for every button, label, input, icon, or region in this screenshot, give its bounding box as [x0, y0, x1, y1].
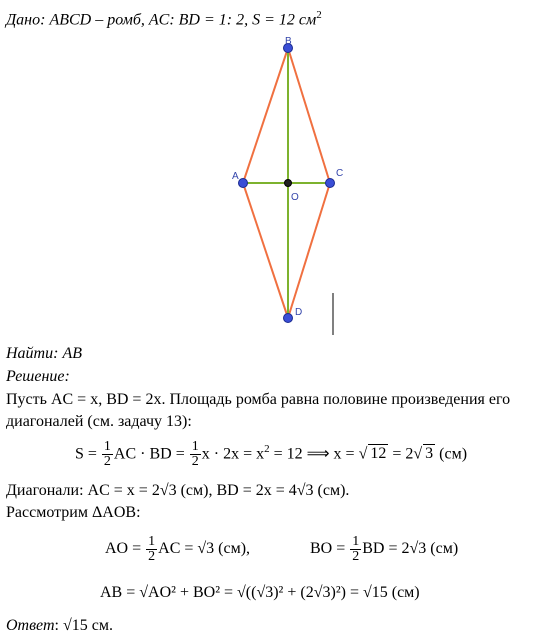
find-line — [6, 345, 82, 363]
equation-2 — [105, 535, 250, 564]
label-d: D — [295, 307, 303, 318]
rhombus-figure — [210, 35, 350, 335]
eq2-frac-2-den: 2 — [352, 549, 360, 564]
point-a — [239, 179, 248, 188]
eq1-frac-2-den: 2 — [191, 454, 199, 470]
eq1-sup: 2 — [264, 443, 270, 455]
eq1-frac-1 — [102, 440, 113, 469]
eq1-frac-1-den: 2 — [103, 454, 111, 470]
eq1-rad2: 3 — [425, 445, 434, 463]
point-c — [326, 179, 335, 188]
eq2-bo-tail: BD = 2√3 (см) — [362, 540, 459, 558]
eq1-unit: (см) — [435, 445, 468, 463]
eq1-mid2: x · 2x = x — [201, 445, 265, 463]
eq1-rad1: 12 — [370, 445, 387, 463]
eq2-frac-1-num: 1 — [148, 534, 156, 549]
label-b: B — [285, 36, 292, 47]
body-line-3: Диагонали: AC = x = 2√3 (см), BD = 2x = 4√3 (см). — [6, 482, 350, 499]
side-bc — [288, 48, 330, 183]
eq2-frac-2-num: 1 — [352, 534, 360, 549]
body-line-1: Пусть AC = x, BD = 2x. Площадь ромба равна половине произведения его — [6, 391, 511, 408]
eq1-frac-1-num: 1 — [103, 439, 111, 455]
find-prefix: Найти — [6, 345, 54, 362]
given-text: : ABCD – ромб, AC: BD = 1: 2, S = 12 см — [40, 11, 317, 29]
eq2-frac-2 — [350, 535, 361, 564]
answer-line — [6, 617, 113, 635]
eq1-eq: = 2√ — [388, 445, 423, 463]
point-d — [284, 314, 293, 323]
eq2-frac-1-den: 2 — [148, 549, 156, 564]
side-cd — [288, 183, 330, 318]
side-da — [243, 183, 288, 318]
equation-2b — [310, 535, 458, 564]
answer-prefix: Ответ — [6, 617, 55, 634]
eq2-ao-tail: AC = √3 (см), — [158, 540, 251, 558]
side-ab — [243, 48, 288, 183]
given-prefix: Дано — [6, 11, 41, 29]
eq1-mid1: AC · BD = — [113, 445, 189, 463]
equation-area — [75, 440, 467, 469]
eq1-tail: = 12 ⟹ x = √ — [269, 445, 368, 463]
eq2-ao: AO = — [105, 540, 146, 558]
eq2-frac-1 — [146, 535, 157, 564]
label-a: A — [232, 171, 239, 182]
eq2-bo: BO = — [310, 540, 350, 558]
label-o: O — [291, 192, 299, 203]
eq1-frac-2-num: 1 — [191, 439, 199, 455]
find-text: : AB — [53, 345, 82, 362]
label-c: C — [336, 168, 344, 179]
eq1-frac-2 — [190, 440, 201, 469]
given-sup: 2 — [316, 9, 322, 21]
solution-heading: Решение: — [6, 368, 70, 385]
given-line — [6, 6, 322, 29]
point-o — [285, 180, 292, 187]
equation-3: AB = √AO² + BO² = √((√3)² + (2√3)²) = √15 (см) — [100, 584, 420, 601]
eq1-s: S = — [75, 445, 101, 463]
body-line-2: диагоналей (см. задачу 13): — [6, 413, 192, 430]
answer-text: : √15 см. — [54, 617, 113, 634]
body-line-4: Рассмотрим ΔAOB: — [6, 504, 141, 521]
